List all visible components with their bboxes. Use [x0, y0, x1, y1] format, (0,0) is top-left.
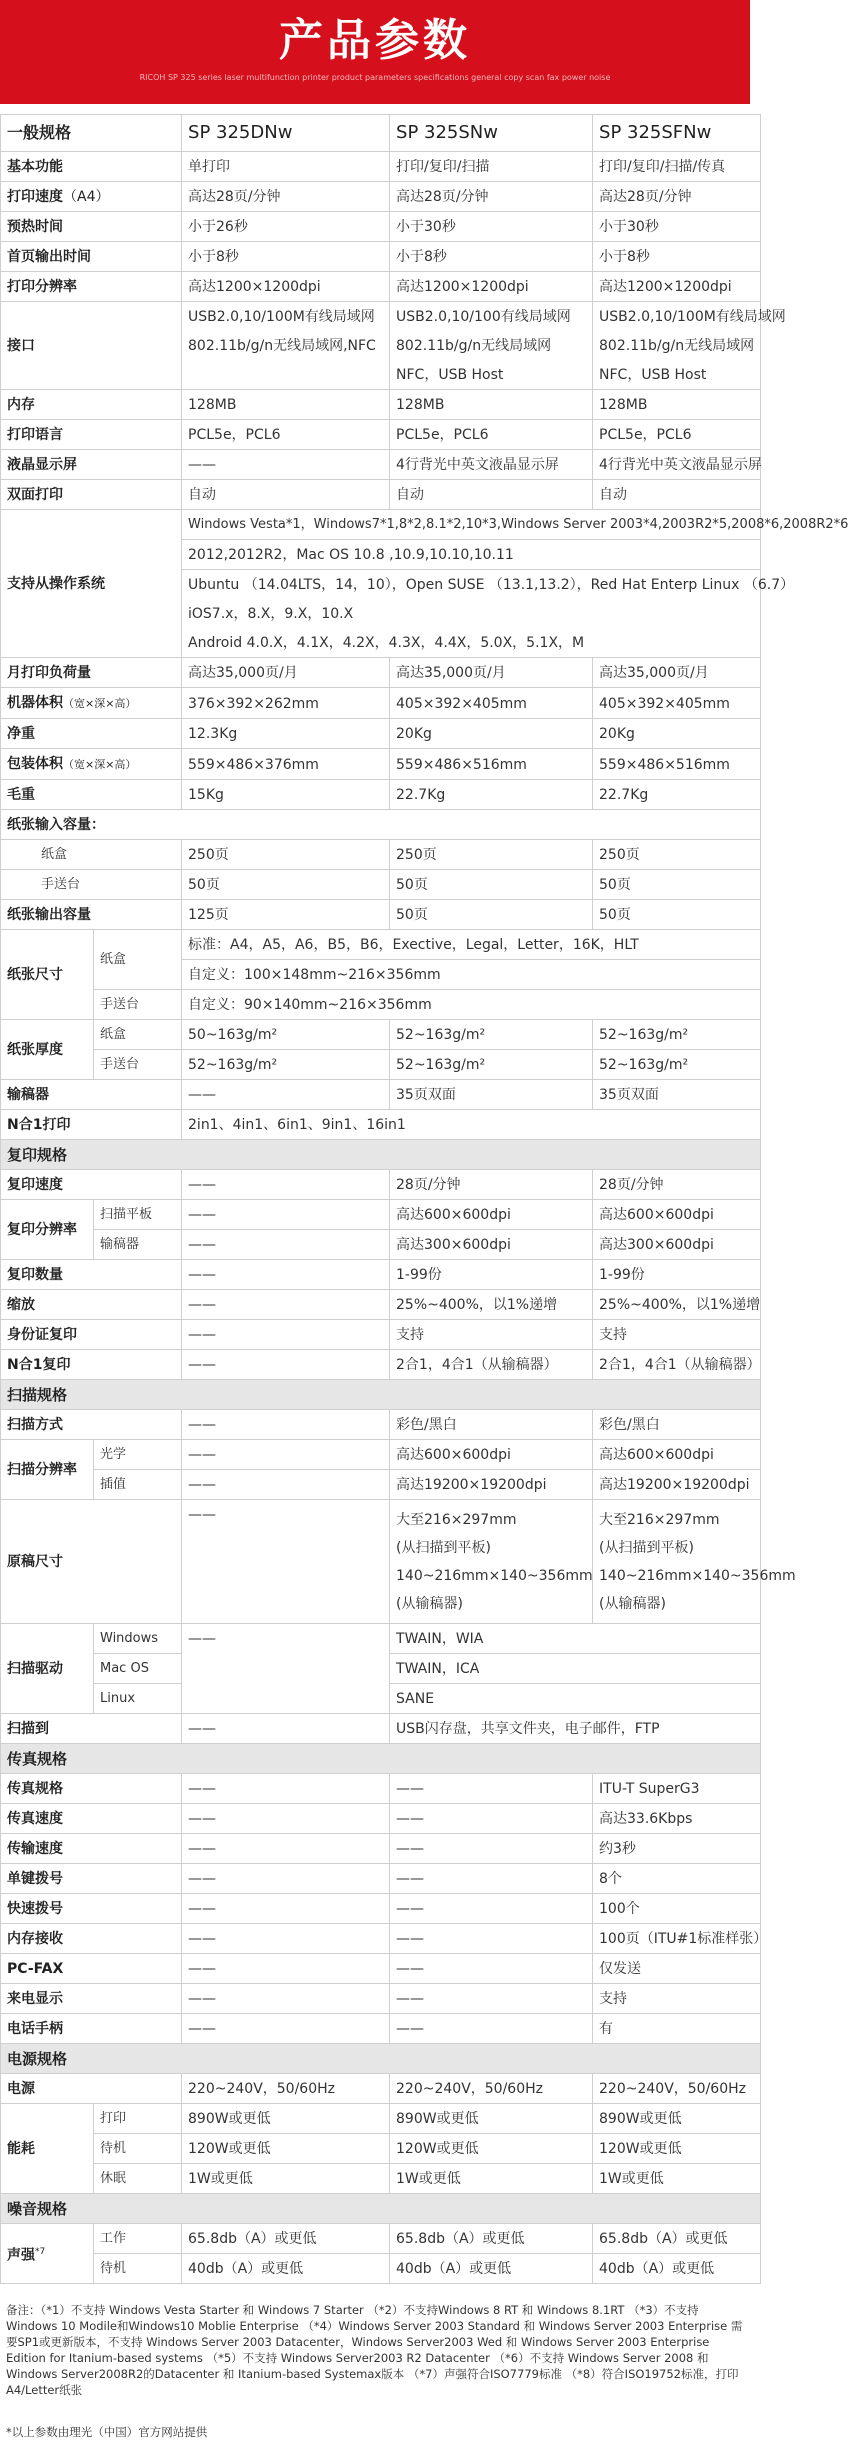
table-row: 支持从操作系统 Windows Vesta*1，Windows7*1,8*2,8.1*2,10*3,Windows Server 2003*4,2003R2*5,2008*6,2008R2*6 [1, 510, 761, 540]
page-title: 产品参数 [279, 15, 471, 66]
table-row: 待机 40db（A）或更低 40db（A）或更低 40db（A）或更低 [1, 2254, 761, 2284]
table-row: 复印速度 —— 28页/分钟 28页/分钟 [1, 1170, 761, 1200]
table-row: 扫描分辨率 光学 —— 高达600×600dpi 高达600×600dpi [1, 1440, 761, 1470]
table-row: 纸张输入容量： [1, 810, 761, 840]
table-row: 净重 12.3Kg 20Kg 20Kg [1, 719, 761, 749]
table-row: 手送台 52~163g/m² 52~163g/m² 52~163g/m² [1, 1050, 761, 1080]
section-fax: 传真规格 [1, 1744, 761, 1774]
table-row: 能耗 打印 890W或更低 890W或更低 890W或更低 [1, 2104, 761, 2134]
table-row: 输稿器 —— 35页双面 35页双面 [1, 1080, 761, 1110]
table-row: 2012,2012R2，Mac OS 10.8 ,10.9,10.10,10.11 [1, 540, 761, 570]
table-row: 扫描到 —— USB闪存盘，共享文件夹，电子邮件，FTP [1, 1714, 761, 1744]
table-row: 内存接收 —— —— 100页（ITU#1标准样张） [1, 1924, 761, 1954]
table-row: 液晶显示屏 —— 4行背光中英文液晶显示屏 4行背光中英文液晶显示屏 [1, 450, 761, 480]
table-row: 单键拨号 —— —— 8个 [1, 1864, 761, 1894]
table-row: 纸盒 250页 250页 250页 [1, 840, 761, 870]
table-row: 身份证复印 —— 支持 支持 [1, 1320, 761, 1350]
table-row: 纸张尺寸 纸盒 标准：A4，A5，A6，B5，B6，Exective，Legal，Letter，16K，HLT [1, 930, 761, 960]
table-row: 包装体积（宽×深×高） 559×486×376mm 559×486×516mm 559×486×516mm [1, 749, 761, 780]
table-row: NFC，USB Host NFC，USB Host [1, 360, 761, 390]
table-row: 声强$^{*7}$ 工作 65.8db（A）或更低 65.8db（A）或更低 65.8db（A）或更低 [1, 2224, 761, 2254]
table-row: 快速拨号 —— —— 100个 [1, 1894, 761, 1924]
table-row: 802.11b/g/n无线局域网,NFC 802.11b/g/n无线局域网 802.11b/g/n无线局域网 [1, 331, 761, 360]
table-row: 传真规格 —— —— ITU-T SuperG3 [1, 1774, 761, 1804]
table-row: Android 4.0.X，4.1X，4.2X，4.3X，4.4X，5.0X，5.1X，M [1, 628, 761, 658]
table-row: 缩放 —— 25%~400%，以1%递增 25%~400%，以1%递增 [1, 1290, 761, 1320]
banner-subtitle: RICOH SP 325 series laser multifunction printer product parameters specifications general copy scan fax power noise [139, 73, 611, 82]
table-row: N合1复印 —— 2合1，4合1（从输稿器） 2合1，4合1（从输稿器） [1, 1350, 761, 1380]
model-sfnw: SP 325SFNw [593, 115, 761, 152]
table-row: 电话手柄 —— —— 有 [1, 2014, 761, 2044]
spec-table [0, 114, 848, 2284]
table-row: N合1打印 2in1、4in1、6in1、9in1、16in1 [1, 1110, 761, 1140]
table-row: 打印语言 PCL5e，PCL6 PCL5e，PCL6 PCL5e，PCL6 [1, 420, 761, 450]
table-row: 休眠 1W或更低 1W或更低 1W或更低 [1, 2164, 761, 2194]
table-row: 来电显示 —— —— 支持 [1, 1984, 761, 2014]
table-row: 插值 —— 高达19200×19200dpi 高达19200×19200dpi [1, 1470, 761, 1500]
table-row: 预热时间 小于26秒 小于30秒 小于30秒 [1, 212, 761, 242]
table-row: 双面打印 自动 自动 自动 [1, 480, 761, 510]
table-row: 机器体积（宽×深×高） 376×392×262mm 405×392×405mm 405×392×405mm [1, 688, 761, 719]
table-row: 复印分辨率 扫描平板 —— 高达600×600dpi 高达600×600dpi [1, 1200, 761, 1230]
header-banner [0, 0, 750, 104]
table-row: 纸张厚度 纸盒 50~163g/m² 52~163g/m² 52~163g/m² [1, 1020, 761, 1050]
table-row: 毛重 15Kg 22.7Kg 22.7Kg [1, 780, 761, 810]
section-power: 电源规格 [1, 2044, 761, 2074]
notes: 备注：（*1）不支持 Windows Vesta Starter 和 Windows 7 Starter （*2）不支持Windows 8 RT 和 Windows 8.1RT （*3）不支持 Windows 10 Modile和Windows10 Moblie Enterprise （*4）Windows Server 2003 Standard 和 Windows Server 2003 Enterprise 需要SP1或更新版本，不支持 Windows Server 2003 Datacenter，Windows Server2003 Wed 和 Windows Server 2003 Enterprise Edition for Itanium-based systems （*5）不支持 Windows Server2003 R2 Datacenter （*6）不支持 Windows Server 2008 和Windows Server2008R2的Datacenter 和 Itanium-based Systemax版本 （*7）声强符合ISO7779标准 （*8）符合ISO19752标准，打印A4/Letter纸张 [6, 2303, 743, 2397]
table-row: 手送台 50页 50页 50页 [1, 870, 761, 900]
model-snw: SP 325SNw [390, 115, 593, 152]
table-row: Ubuntu （14.04LTS，14，10），Open SUSE （13.1,13.2），Red Hat Enterp Linux （6.7） [1, 570, 761, 600]
table-row: 待机 120W或更低 120W或更低 120W或更低 [1, 2134, 761, 2164]
table-row: 扫描驱动 Windows —— TWAIN，WIA [1, 1624, 761, 1654]
table-row: 复印数量 —— 1-99份 1-99份 [1, 1260, 761, 1290]
section-copy: 复印规格 [1, 1140, 761, 1170]
table-row: 扫描方式 —— 彩色/黑白 彩色/黑白 [1, 1410, 761, 1440]
table-row: Linux SANE [1, 1684, 761, 1714]
table-row: 传真速度 —— —— 高达33.6Kbps [1, 1804, 761, 1834]
section-general: 一般规格 [1, 115, 182, 152]
table-row: 纸张输出容量 125页 50页 50页 [1, 900, 761, 930]
table-row: 电源 220~240V，50/60Hz 220~240V，50/60Hz 220~240V，50/60Hz [1, 2074, 761, 2104]
source-footnote: *以上参数由理光（中国）官方网站提供 [6, 2425, 208, 2439]
table-row: 打印速度（A4） 高达28页/分钟 高达28页/分钟 高达28页/分钟 [1, 182, 761, 212]
table-row: 基本功能 单打印 打印/复印/扫描 打印/复印/扫描/传真 [1, 152, 761, 182]
table-row: 自定义：100×148mm~216×356mm [1, 960, 761, 990]
table-row: 原稿尺寸 —— 大至216×297mm (从扫描到平板) 140~216mm×140~356mm (从输稿器) 大至216×297mm (从扫描到平板) 140~216mm×140~356mm (从输稿器) [1, 1500, 761, 1624]
table-row: 传输速度 —— —— 约3秒 [1, 1834, 761, 1864]
table-row: 月打印负荷量 高达35,000页/月 高达35,000页/月 高达35,000页/月 [1, 658, 761, 688]
table-row: 打印分辨率 高达1200×1200dpi 高达1200×1200dpi 高达1200×1200dpi [1, 272, 761, 302]
table-row: 手送台 自定义：90×140mm~216×356mm [1, 990, 761, 1020]
model-dnw: SP 325DNw [182, 115, 390, 152]
table-row: 内存 128MB 128MB 128MB [1, 390, 761, 420]
table-row: 首页输出时间 小于8秒 小于8秒 小于8秒 [1, 242, 761, 272]
section-scan: 扫描规格 [1, 1380, 761, 1410]
section-noise: 噪音规格 [1, 2194, 761, 2224]
table-row: 接口 USB2.0,10/100M有线局域网 USB2.0,10/100有线局域网 USB2.0,10/100M有线局域网 [1, 302, 761, 332]
table-header-row [1, 115, 761, 152]
table-row: Mac OS TWAIN，ICA [1, 1654, 761, 1684]
table-row: iOS7.x，8.X，9.X，10.X [1, 599, 761, 628]
table-row: 输稿器 —— 高达300×600dpi 高达300×600dpi [1, 1230, 761, 1260]
table-row: PC-FAX —— —— 仅发送 [1, 1954, 761, 1984]
